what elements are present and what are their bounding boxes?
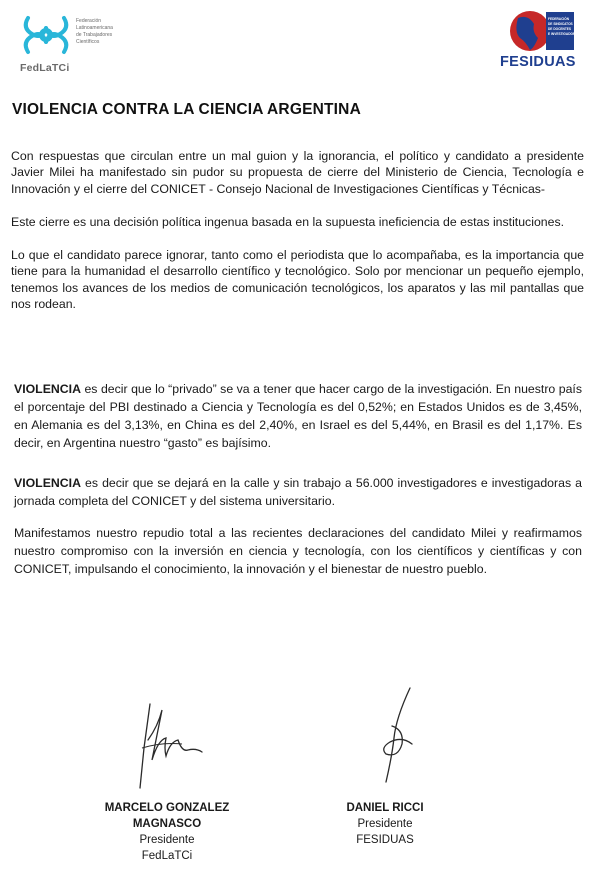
svg-text:DE SINDICATOS: DE SINDICATOS: [548, 22, 573, 26]
signer-name-line2: MAGNASCO: [132, 818, 202, 830]
svg-text:DE DOCENTES: DE DOCENTES: [548, 27, 572, 31]
intro-paragraph-2: Este cierre es una decisión política ingenua basada en la supuesta ineficiencia de estas instituciones.: [11, 215, 565, 229]
intro-paragraph-3: Lo que el candidato parece ignorar, tanto como el periodista que lo acompañaba, es la importancia que tiene para la humanidad el desarrollo científico y tecnológico. Solo por mencionar un pequeño ejemplo, tenemos los avances de los medios de comunicación tecnológicos, los aparatos y las mil pantallas que nos rodean.: [11, 248, 584, 312]
fesiduas-globe-icon: [504, 10, 580, 52]
signature-block-right: [338, 800, 432, 848]
violencia-text-1: es decir que lo “privado” se va a tener que hacer cargo de la investigación. En nuestro país el porcentaje del PBI destinado a Ciencia y Tecnología es del 0,52%; en Estados Unidos es de 3,45%, en Alemania es del 3,13%, en China es del 2,40%, en Israel es del 5,44%, en Brasil es del 1,17%. Es decir, en Argentina nuestro “gasto” es bajísimo.: [14, 382, 582, 450]
signer-org: FedLaTCi: [141, 850, 193, 862]
document-title: VIOLENCIA CONTRA LA CIENCIA ARGENTINA: [12, 101, 361, 118]
signer-role: Presidente: [357, 818, 413, 830]
violencia-text-2: es decir que se dejará en la calle y sin trabajo a 56.000 investigadores e investigadoras a jornada completa del CONICET y del sistema universitario.: [14, 476, 582, 508]
fesiduas-logo: [496, 10, 586, 74]
fedlatci-acronym: FedLaTCi: [20, 62, 70, 74]
signer-role: Presidente: [139, 834, 195, 846]
violencia-lead-1: VIOLENCIA: [14, 382, 81, 396]
svg-text:FEDERACIÓN: FEDERACIÓN: [548, 17, 570, 21]
violencia-paragraph-1: [14, 380, 582, 452]
signer-name: DANIEL RICCI: [346, 802, 424, 814]
intro-paragraph-1: Con respuestas que circulan entre un mal guion y la ignorancia, el político y candidato a presidente Javier Milei ha manifestado sin pudor su propuesta de cierre del Ministerio de Ciencia, Tecnología e Innovación y el cierre del CONICET - Consejo Nacional de Investigaciones Científicas y Técnicas-: [11, 149, 584, 196]
signature-gonzalez: [120, 700, 220, 792]
closing-paragraph: Manifestamos nuestro repudio total a las recientes declaraciones del candidato Milei y reafirmamos nuestro compromiso con la inversión en ciencia y tecnología, con los científicos y científicas y con CONICET, impulsando el conocimiento, la innovación y el bienestar de nuestro pueblo.: [14, 526, 582, 576]
signature-ricci: [370, 686, 430, 786]
svg-text:E INVESTIGADORES: E INVESTIGADORES: [548, 32, 580, 36]
violencia-lead-2: VIOLENCIA: [14, 476, 81, 490]
signer-org: FESIDUAS: [356, 834, 414, 846]
fedlatci-emblem-icon: [18, 12, 74, 58]
violencia-paragraph-2: [14, 474, 582, 510]
fedlatci-full-name: Federación Latinoamericana de Trabajadores Científicos: [76, 18, 113, 45]
signature-block-left: [92, 800, 242, 862]
fedlatci-logo: [18, 12, 158, 74]
fesiduas-name: FESIDUAS: [500, 54, 576, 70]
signer-name-line1: MARCELO GONZALEZ: [104, 802, 230, 814]
